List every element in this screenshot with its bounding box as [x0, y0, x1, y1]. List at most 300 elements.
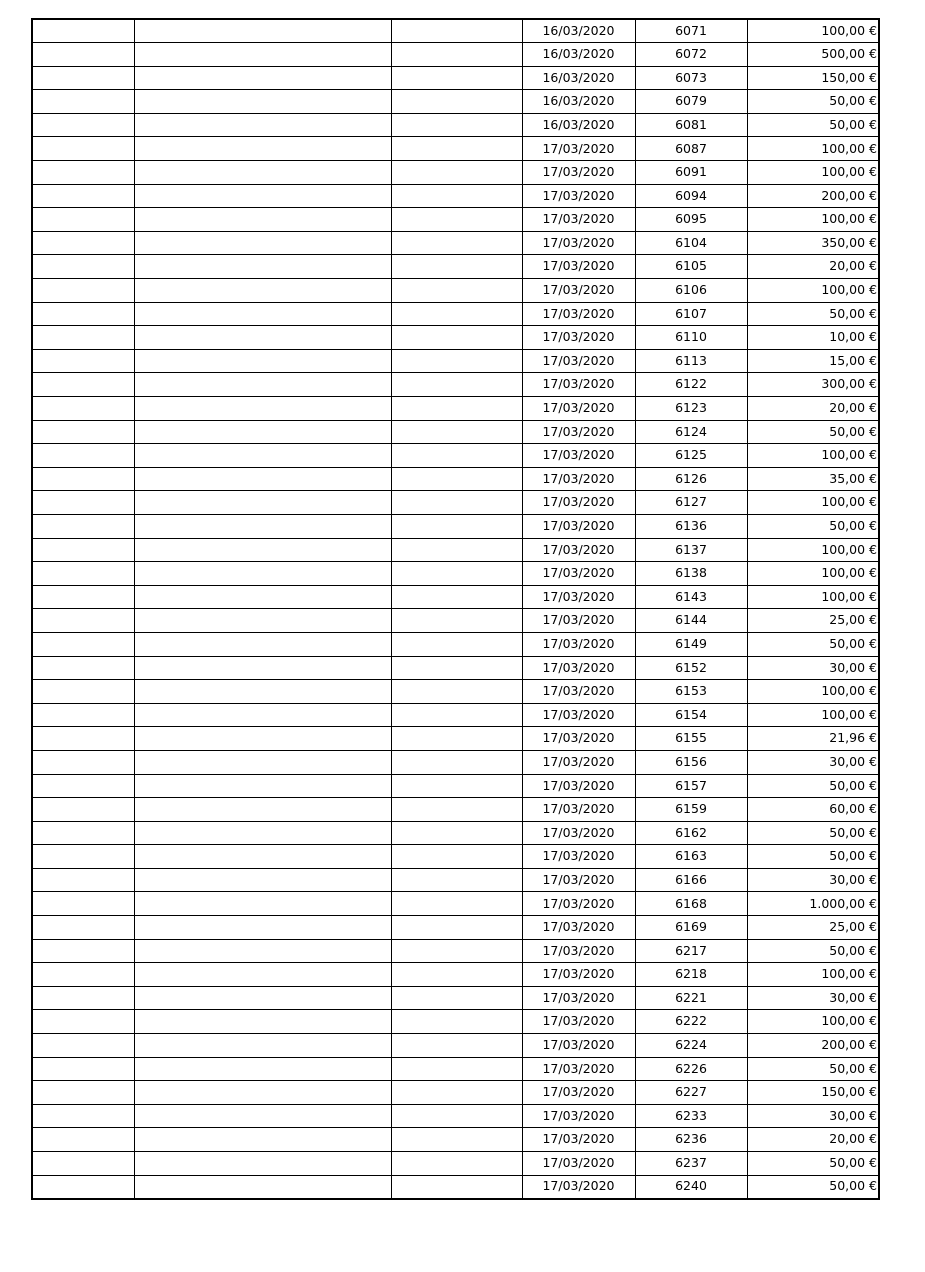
empty-cell	[32, 845, 134, 869]
empty-cell	[391, 397, 522, 421]
date-cell: 17/03/2020	[522, 821, 635, 845]
empty-cell	[391, 137, 522, 161]
number-cell: 6226	[635, 1057, 747, 1081]
number-cell: 6237	[635, 1152, 747, 1176]
table-row	[32, 892, 879, 916]
amount-cell: 100,00 €	[747, 585, 879, 609]
empty-cell	[391, 1175, 522, 1199]
number-cell: 6104	[635, 231, 747, 255]
empty-cell	[134, 19, 391, 43]
empty-cell	[391, 467, 522, 491]
empty-cell	[134, 916, 391, 940]
empty-cell	[134, 538, 391, 562]
empty-cell	[134, 349, 391, 373]
table-row	[32, 1057, 879, 1081]
empty-cell	[32, 538, 134, 562]
number-cell: 6240	[635, 1175, 747, 1199]
empty-cell	[134, 161, 391, 185]
number-cell: 6095	[635, 208, 747, 232]
empty-cell	[32, 1175, 134, 1199]
empty-cell	[134, 868, 391, 892]
empty-cell	[32, 90, 134, 114]
empty-cell	[134, 90, 391, 114]
table-row	[32, 845, 879, 869]
empty-cell	[391, 609, 522, 633]
empty-cell	[32, 349, 134, 373]
empty-cell	[134, 585, 391, 609]
empty-cell	[134, 208, 391, 232]
date-cell: 17/03/2020	[522, 703, 635, 727]
empty-cell	[134, 703, 391, 727]
number-cell: 6094	[635, 184, 747, 208]
table-row	[32, 137, 879, 161]
table-row	[32, 420, 879, 444]
date-cell: 17/03/2020	[522, 939, 635, 963]
table-row	[32, 514, 879, 538]
empty-cell	[391, 208, 522, 232]
empty-cell	[134, 750, 391, 774]
empty-cell	[32, 161, 134, 185]
table-row	[32, 397, 879, 421]
table-row	[32, 727, 879, 751]
amount-cell: 100,00 €	[747, 538, 879, 562]
date-cell: 17/03/2020	[522, 1081, 635, 1105]
date-cell: 17/03/2020	[522, 562, 635, 586]
empty-cell	[391, 892, 522, 916]
amount-cell: 350,00 €	[747, 231, 879, 255]
table-row	[32, 491, 879, 515]
table-row	[32, 916, 879, 940]
empty-cell	[32, 66, 134, 90]
number-cell: 6072	[635, 43, 747, 67]
empty-cell	[134, 774, 391, 798]
empty-cell	[391, 349, 522, 373]
empty-cell	[391, 750, 522, 774]
date-cell: 16/03/2020	[522, 43, 635, 67]
date-cell: 17/03/2020	[522, 585, 635, 609]
number-cell: 6163	[635, 845, 747, 869]
table-row	[32, 1152, 879, 1176]
table-row	[32, 66, 879, 90]
empty-cell	[134, 184, 391, 208]
table-row	[32, 161, 879, 185]
number-cell: 6136	[635, 514, 747, 538]
table-row	[32, 703, 879, 727]
table-row	[32, 1175, 879, 1199]
table-row	[32, 1081, 879, 1105]
table-row	[32, 90, 879, 114]
number-cell: 6081	[635, 113, 747, 137]
empty-cell	[391, 326, 522, 350]
empty-cell	[391, 90, 522, 114]
date-cell: 17/03/2020	[522, 750, 635, 774]
empty-cell	[32, 821, 134, 845]
date-cell: 16/03/2020	[522, 113, 635, 137]
date-cell: 17/03/2020	[522, 491, 635, 515]
date-cell: 16/03/2020	[522, 90, 635, 114]
amount-cell: 50,00 €	[747, 514, 879, 538]
number-cell: 6154	[635, 703, 747, 727]
empty-cell	[391, 1081, 522, 1105]
empty-cell	[32, 19, 134, 43]
empty-cell	[32, 1081, 134, 1105]
empty-cell	[134, 66, 391, 90]
empty-cell	[134, 798, 391, 822]
number-cell: 6157	[635, 774, 747, 798]
amount-cell: 200,00 €	[747, 1034, 879, 1058]
date-cell: 17/03/2020	[522, 892, 635, 916]
table-row	[32, 798, 879, 822]
amount-cell: 50,00 €	[747, 821, 879, 845]
empty-cell	[134, 1128, 391, 1152]
table-row	[32, 444, 879, 468]
empty-cell	[32, 798, 134, 822]
empty-cell	[391, 656, 522, 680]
number-cell: 6149	[635, 632, 747, 656]
table-row	[32, 326, 879, 350]
number-cell: 6236	[635, 1128, 747, 1152]
empty-cell	[391, 939, 522, 963]
date-cell: 17/03/2020	[522, 420, 635, 444]
date-cell: 17/03/2020	[522, 231, 635, 255]
number-cell: 6071	[635, 19, 747, 43]
number-cell: 6166	[635, 868, 747, 892]
amount-cell: 50,00 €	[747, 1175, 879, 1199]
date-cell: 17/03/2020	[522, 774, 635, 798]
table-row	[32, 208, 879, 232]
amount-cell: 100,00 €	[747, 562, 879, 586]
empty-cell	[32, 184, 134, 208]
empty-cell	[391, 279, 522, 303]
empty-cell	[134, 892, 391, 916]
empty-cell	[32, 467, 134, 491]
table-row	[32, 1034, 879, 1058]
table-row	[32, 467, 879, 491]
empty-cell	[134, 420, 391, 444]
empty-cell	[32, 491, 134, 515]
table-row	[32, 750, 879, 774]
table-row	[32, 609, 879, 633]
date-cell: 16/03/2020	[522, 66, 635, 90]
number-cell: 6079	[635, 90, 747, 114]
empty-cell	[32, 113, 134, 137]
table-row	[32, 562, 879, 586]
number-cell: 6168	[635, 892, 747, 916]
empty-cell	[134, 1175, 391, 1199]
empty-cell	[391, 703, 522, 727]
amount-cell: 100,00 €	[747, 703, 879, 727]
table-row	[32, 43, 879, 67]
empty-cell	[391, 868, 522, 892]
empty-cell	[134, 1057, 391, 1081]
empty-cell	[32, 680, 134, 704]
date-cell: 17/03/2020	[522, 302, 635, 326]
amount-cell: 50,00 €	[747, 113, 879, 137]
amount-cell: 100,00 €	[747, 444, 879, 468]
empty-cell	[32, 420, 134, 444]
amount-cell: 20,00 €	[747, 397, 879, 421]
number-cell: 6233	[635, 1104, 747, 1128]
empty-cell	[32, 326, 134, 350]
number-cell: 6110	[635, 326, 747, 350]
empty-cell	[391, 255, 522, 279]
empty-cell	[134, 373, 391, 397]
empty-cell	[134, 845, 391, 869]
amount-cell: 50,00 €	[747, 1057, 879, 1081]
amount-cell: 1.000,00 €	[747, 892, 879, 916]
number-cell: 6169	[635, 916, 747, 940]
empty-cell	[134, 632, 391, 656]
date-cell: 17/03/2020	[522, 632, 635, 656]
table-row	[32, 680, 879, 704]
table-row	[32, 373, 879, 397]
empty-cell	[134, 963, 391, 987]
empty-cell	[32, 963, 134, 987]
empty-cell	[32, 302, 134, 326]
empty-cell	[391, 66, 522, 90]
amount-cell: 500,00 €	[747, 43, 879, 67]
empty-cell	[391, 845, 522, 869]
amount-cell: 100,00 €	[747, 963, 879, 987]
empty-cell	[32, 750, 134, 774]
empty-cell	[391, 444, 522, 468]
empty-cell	[391, 161, 522, 185]
empty-cell	[391, 231, 522, 255]
amount-cell: 60,00 €	[747, 798, 879, 822]
amount-cell: 100,00 €	[747, 279, 879, 303]
amount-cell: 100,00 €	[747, 491, 879, 515]
number-cell: 6091	[635, 161, 747, 185]
empty-cell	[32, 1034, 134, 1058]
table-row	[32, 279, 879, 303]
date-cell: 17/03/2020	[522, 137, 635, 161]
number-cell: 6227	[635, 1081, 747, 1105]
empty-cell	[391, 1010, 522, 1034]
empty-cell	[391, 963, 522, 987]
date-cell: 17/03/2020	[522, 208, 635, 232]
number-cell: 6159	[635, 798, 747, 822]
empty-cell	[134, 43, 391, 67]
number-cell: 6127	[635, 491, 747, 515]
empty-cell	[134, 302, 391, 326]
empty-cell	[134, 1081, 391, 1105]
empty-cell	[134, 1152, 391, 1176]
table-row	[32, 1104, 879, 1128]
date-cell: 17/03/2020	[522, 255, 635, 279]
number-cell: 6106	[635, 279, 747, 303]
empty-cell	[391, 1152, 522, 1176]
empty-cell	[391, 373, 522, 397]
amount-cell: 200,00 €	[747, 184, 879, 208]
empty-cell	[134, 1010, 391, 1034]
table-row	[32, 963, 879, 987]
date-cell: 17/03/2020	[522, 1034, 635, 1058]
date-cell: 17/03/2020	[522, 397, 635, 421]
empty-cell	[391, 727, 522, 751]
number-cell: 6073	[635, 66, 747, 90]
empty-cell	[391, 514, 522, 538]
number-cell: 6087	[635, 137, 747, 161]
amount-cell: 15,00 €	[747, 349, 879, 373]
amount-cell: 50,00 €	[747, 1152, 879, 1176]
number-cell: 6221	[635, 986, 747, 1010]
number-cell: 6126	[635, 467, 747, 491]
empty-cell	[32, 609, 134, 633]
empty-cell	[134, 467, 391, 491]
date-cell: 17/03/2020	[522, 184, 635, 208]
table-row	[32, 255, 879, 279]
amount-cell: 50,00 €	[747, 632, 879, 656]
number-cell: 6156	[635, 750, 747, 774]
empty-cell	[32, 774, 134, 798]
empty-cell	[32, 892, 134, 916]
amount-cell: 50,00 €	[747, 845, 879, 869]
empty-cell	[134, 656, 391, 680]
amount-cell: 300,00 €	[747, 373, 879, 397]
empty-cell	[32, 137, 134, 161]
empty-cell	[32, 1128, 134, 1152]
amount-cell: 21,96 €	[747, 727, 879, 751]
date-cell: 17/03/2020	[522, 161, 635, 185]
amount-cell: 25,00 €	[747, 916, 879, 940]
number-cell: 6137	[635, 538, 747, 562]
empty-cell	[134, 609, 391, 633]
table-row	[32, 868, 879, 892]
table-row	[32, 19, 879, 43]
date-cell: 17/03/2020	[522, 538, 635, 562]
amount-cell: 30,00 €	[747, 656, 879, 680]
empty-cell	[134, 514, 391, 538]
donations-table	[31, 18, 880, 1200]
amount-cell: 30,00 €	[747, 750, 879, 774]
number-cell: 6217	[635, 939, 747, 963]
number-cell: 6124	[635, 420, 747, 444]
date-cell: 17/03/2020	[522, 680, 635, 704]
empty-cell	[391, 916, 522, 940]
empty-cell	[391, 774, 522, 798]
date-cell: 17/03/2020	[522, 326, 635, 350]
date-cell: 17/03/2020	[522, 986, 635, 1010]
empty-cell	[391, 585, 522, 609]
table-row	[32, 821, 879, 845]
table-row	[32, 939, 879, 963]
amount-cell: 100,00 €	[747, 137, 879, 161]
table-row	[32, 986, 879, 1010]
amount-cell: 100,00 €	[747, 208, 879, 232]
number-cell: 6153	[635, 680, 747, 704]
number-cell: 6152	[635, 656, 747, 680]
empty-cell	[32, 1010, 134, 1034]
date-cell: 16/03/2020	[522, 19, 635, 43]
empty-cell	[134, 326, 391, 350]
date-cell: 17/03/2020	[522, 1104, 635, 1128]
amount-cell: 150,00 €	[747, 1081, 879, 1105]
empty-cell	[391, 1128, 522, 1152]
amount-cell: 100,00 €	[747, 161, 879, 185]
number-cell: 6123	[635, 397, 747, 421]
empty-cell	[32, 373, 134, 397]
date-cell: 17/03/2020	[522, 868, 635, 892]
date-cell: 17/03/2020	[522, 1175, 635, 1199]
table-body	[32, 19, 879, 1199]
amount-cell: 25,00 €	[747, 609, 879, 633]
table-row	[32, 585, 879, 609]
empty-cell	[32, 656, 134, 680]
empty-cell	[32, 986, 134, 1010]
number-cell: 6224	[635, 1034, 747, 1058]
amount-cell: 10,00 €	[747, 326, 879, 350]
number-cell: 6144	[635, 609, 747, 633]
empty-cell	[391, 1034, 522, 1058]
number-cell: 6107	[635, 302, 747, 326]
amount-cell: 30,00 €	[747, 986, 879, 1010]
amount-cell: 50,00 €	[747, 939, 879, 963]
empty-cell	[134, 279, 391, 303]
amount-cell: 30,00 €	[747, 868, 879, 892]
empty-cell	[391, 491, 522, 515]
empty-cell	[391, 184, 522, 208]
empty-cell	[32, 444, 134, 468]
number-cell: 6113	[635, 349, 747, 373]
empty-cell	[391, 1104, 522, 1128]
empty-cell	[32, 255, 134, 279]
empty-cell	[32, 939, 134, 963]
empty-cell	[134, 986, 391, 1010]
amount-cell: 20,00 €	[747, 1128, 879, 1152]
amount-cell: 50,00 €	[747, 90, 879, 114]
empty-cell	[32, 585, 134, 609]
empty-cell	[391, 113, 522, 137]
table-row	[32, 774, 879, 798]
table-row	[32, 184, 879, 208]
table-row	[32, 113, 879, 137]
table-row	[32, 656, 879, 680]
date-cell: 17/03/2020	[522, 514, 635, 538]
amount-cell: 100,00 €	[747, 1010, 879, 1034]
amount-cell: 35,00 €	[747, 467, 879, 491]
empty-cell	[134, 1034, 391, 1058]
date-cell: 17/03/2020	[522, 1057, 635, 1081]
date-cell: 17/03/2020	[522, 1152, 635, 1176]
empty-cell	[32, 1104, 134, 1128]
empty-cell	[391, 1057, 522, 1081]
empty-cell	[391, 821, 522, 845]
empty-cell	[134, 444, 391, 468]
date-cell: 17/03/2020	[522, 444, 635, 468]
empty-cell	[32, 397, 134, 421]
empty-cell	[134, 231, 391, 255]
table-row	[32, 302, 879, 326]
date-cell: 17/03/2020	[522, 656, 635, 680]
table-row	[32, 632, 879, 656]
empty-cell	[391, 986, 522, 1010]
empty-cell	[32, 727, 134, 751]
number-cell: 6162	[635, 821, 747, 845]
date-cell: 17/03/2020	[522, 963, 635, 987]
empty-cell	[32, 916, 134, 940]
date-cell: 17/03/2020	[522, 845, 635, 869]
table-row	[32, 1128, 879, 1152]
empty-cell	[391, 562, 522, 586]
empty-cell	[391, 420, 522, 444]
empty-cell	[134, 255, 391, 279]
amount-cell: 100,00 €	[747, 19, 879, 43]
date-cell: 17/03/2020	[522, 609, 635, 633]
number-cell: 6105	[635, 255, 747, 279]
table-row	[32, 349, 879, 373]
empty-cell	[134, 939, 391, 963]
amount-cell: 50,00 €	[747, 420, 879, 444]
